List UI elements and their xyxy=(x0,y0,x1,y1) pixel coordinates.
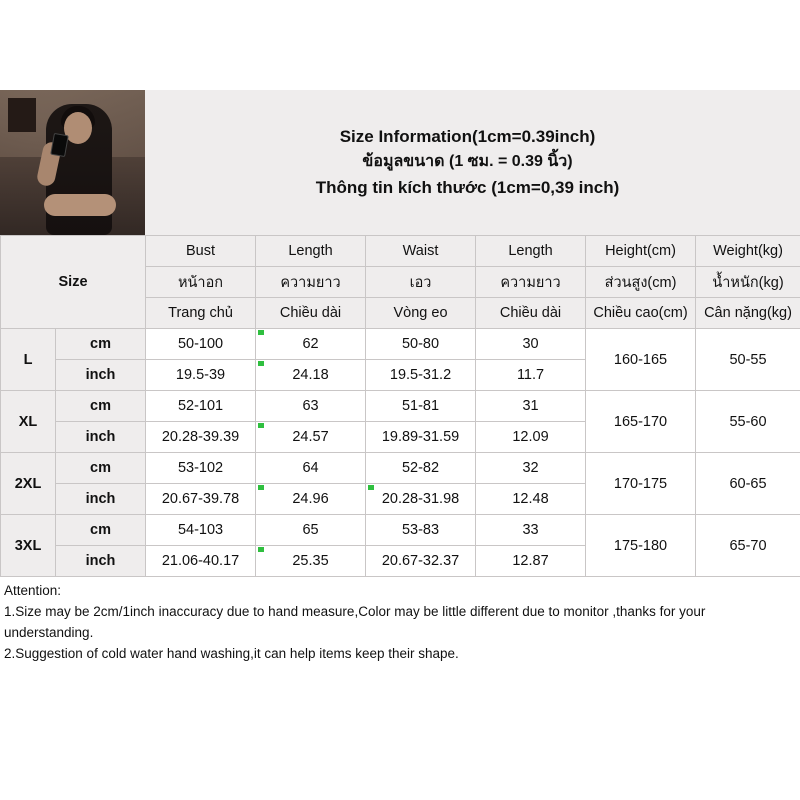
size-chart xyxy=(0,90,800,665)
col-header-height-vi: Chiều cao(cm) xyxy=(586,298,696,329)
cell-3xl-inch-waist: 20.67-32.37 xyxy=(366,546,476,577)
size-table xyxy=(0,235,800,577)
cell-l-inch-length1: 24.18 xyxy=(256,360,366,391)
cell-xl-cm-length2: 31 xyxy=(476,391,586,422)
col-header-weight-en: Weight(kg) xyxy=(696,236,800,267)
col-header-bust-vi: Trang chủ xyxy=(146,298,256,329)
attention-line-1: 1.Size may be 2cm/1inch inaccuracy due to hand measure,Color may be little different due to monitor ,thanks for your xyxy=(4,603,706,619)
row-unit-cm: cm xyxy=(56,453,146,484)
cell-3xl-inch-length2: 12.87 xyxy=(476,546,586,577)
col-header-bust-th: หน้าอก xyxy=(146,267,256,298)
attention-heading: Attention: xyxy=(4,583,62,598)
attention-block xyxy=(0,577,800,665)
table-row xyxy=(1,515,800,546)
cell-l-weight: 50-55 xyxy=(696,329,800,391)
row-size-2xl: 2XL xyxy=(1,453,56,515)
cell-xl-cm-length1: 63 xyxy=(256,391,366,422)
col-header-waist-th: เอว xyxy=(366,267,476,298)
col-header-weight-vi: Cân nặng(kg) xyxy=(696,298,800,329)
photo-leg xyxy=(44,194,116,216)
cell-2xl-inch-bust: 20.67-39.78 xyxy=(146,484,256,515)
cell-l-cm-length1: 62 xyxy=(256,329,366,360)
cell-l-inch-bust: 19.5-39 xyxy=(146,360,256,391)
cell-2xl-height: 170-175 xyxy=(586,453,696,515)
cell-2xl-inch-waist: 20.28-31.98 xyxy=(366,484,476,515)
col-header-length2-en: Length xyxy=(476,236,586,267)
row-size-3xl: 3XL xyxy=(1,515,56,577)
row-unit-inch: inch xyxy=(56,360,146,391)
col-header-height-en: Height(cm) xyxy=(586,236,696,267)
chart-title-block xyxy=(145,90,800,235)
photo-face xyxy=(64,112,92,144)
title-vietnamese: Thông tin kích thước (1cm=0,39 inch) xyxy=(315,177,620,197)
table-row xyxy=(1,391,800,422)
col-header-height-th: ส่วนสูง(cm) xyxy=(586,267,696,298)
col-header-length1-vi: Chiều dài xyxy=(256,298,366,329)
col-header-length2-th: ความยาว xyxy=(476,267,586,298)
col-header-length1-th: ความยาว xyxy=(256,267,366,298)
row-size-xl: XL xyxy=(1,391,56,453)
cell-3xl-inch-length1: 25.35 xyxy=(256,546,366,577)
photo-wall-frame xyxy=(8,98,36,132)
cell-l-inch-waist: 19.5-31.2 xyxy=(366,360,476,391)
cell-l-inch-length2: 11.7 xyxy=(476,360,586,391)
cell-3xl-inch-bust: 21.06-40.17 xyxy=(146,546,256,577)
attention-line-3: 2.Suggestion of cold water hand washing,it can help items keep their shape. xyxy=(4,645,459,661)
col-header-waist-en: Waist xyxy=(366,236,476,267)
row-size-l: L xyxy=(1,329,56,391)
title-thai: ข้อมูลขนาด (1 ซม. = 0.39 นิ้ว) xyxy=(362,153,573,171)
cell-3xl-height: 175-180 xyxy=(586,515,696,577)
row-unit-cm: cm xyxy=(56,329,146,360)
cell-2xl-inch-length1: 24.96 xyxy=(256,484,366,515)
attention-line-2: understanding. xyxy=(4,624,94,640)
cell-xl-cm-waist: 51-81 xyxy=(366,391,476,422)
table-row xyxy=(1,453,800,484)
cell-2xl-cm-waist: 52-82 xyxy=(366,453,476,484)
cell-3xl-cm-waist: 53-83 xyxy=(366,515,476,546)
cell-3xl-cm-length2: 33 xyxy=(476,515,586,546)
cell-xl-inch-length2: 12.09 xyxy=(476,422,586,453)
cell-3xl-cm-bust: 54-103 xyxy=(146,515,256,546)
cell-xl-inch-bust: 20.28-39.39 xyxy=(146,422,256,453)
cell-l-height: 160-165 xyxy=(586,329,696,391)
cell-xl-weight: 55-60 xyxy=(696,391,800,453)
cell-l-cm-length2: 30 xyxy=(476,329,586,360)
product-photo xyxy=(0,90,145,235)
size-label: Size xyxy=(1,236,146,329)
title-english: Size Information(1cm=0.39inch) xyxy=(339,126,596,146)
cell-3xl-weight: 65-70 xyxy=(696,515,800,577)
row-unit-inch: inch xyxy=(56,546,146,577)
row-unit-cm: cm xyxy=(56,515,146,546)
cell-xl-inch-waist: 19.89-31.59 xyxy=(366,422,476,453)
cell-2xl-inch-length2: 12.48 xyxy=(476,484,586,515)
cell-l-cm-waist: 50-80 xyxy=(366,329,476,360)
cell-2xl-cm-length2: 32 xyxy=(476,453,586,484)
cell-2xl-weight: 60-65 xyxy=(696,453,800,515)
cell-3xl-cm-length1: 65 xyxy=(256,515,366,546)
row-unit-inch: inch xyxy=(56,422,146,453)
cell-l-cm-bust: 50-100 xyxy=(146,329,256,360)
row-unit-cm: cm xyxy=(56,391,146,422)
table-header-row-en xyxy=(1,236,800,267)
col-header-waist-vi: Vòng eo xyxy=(366,298,476,329)
col-header-weight-th: น้ำหนัก(kg) xyxy=(696,267,800,298)
col-header-length2-vi: Chiều dài xyxy=(476,298,586,329)
cell-xl-height: 165-170 xyxy=(586,391,696,453)
cell-xl-cm-bust: 52-101 xyxy=(146,391,256,422)
cell-2xl-cm-length1: 64 xyxy=(256,453,366,484)
col-header-length1-en: Length xyxy=(256,236,366,267)
col-header-bust-en: Bust xyxy=(146,236,256,267)
table-row xyxy=(1,329,800,360)
cell-2xl-cm-bust: 53-102 xyxy=(146,453,256,484)
row-unit-inch: inch xyxy=(56,484,146,515)
chart-header xyxy=(0,90,800,235)
cell-xl-inch-length1: 24.57 xyxy=(256,422,366,453)
